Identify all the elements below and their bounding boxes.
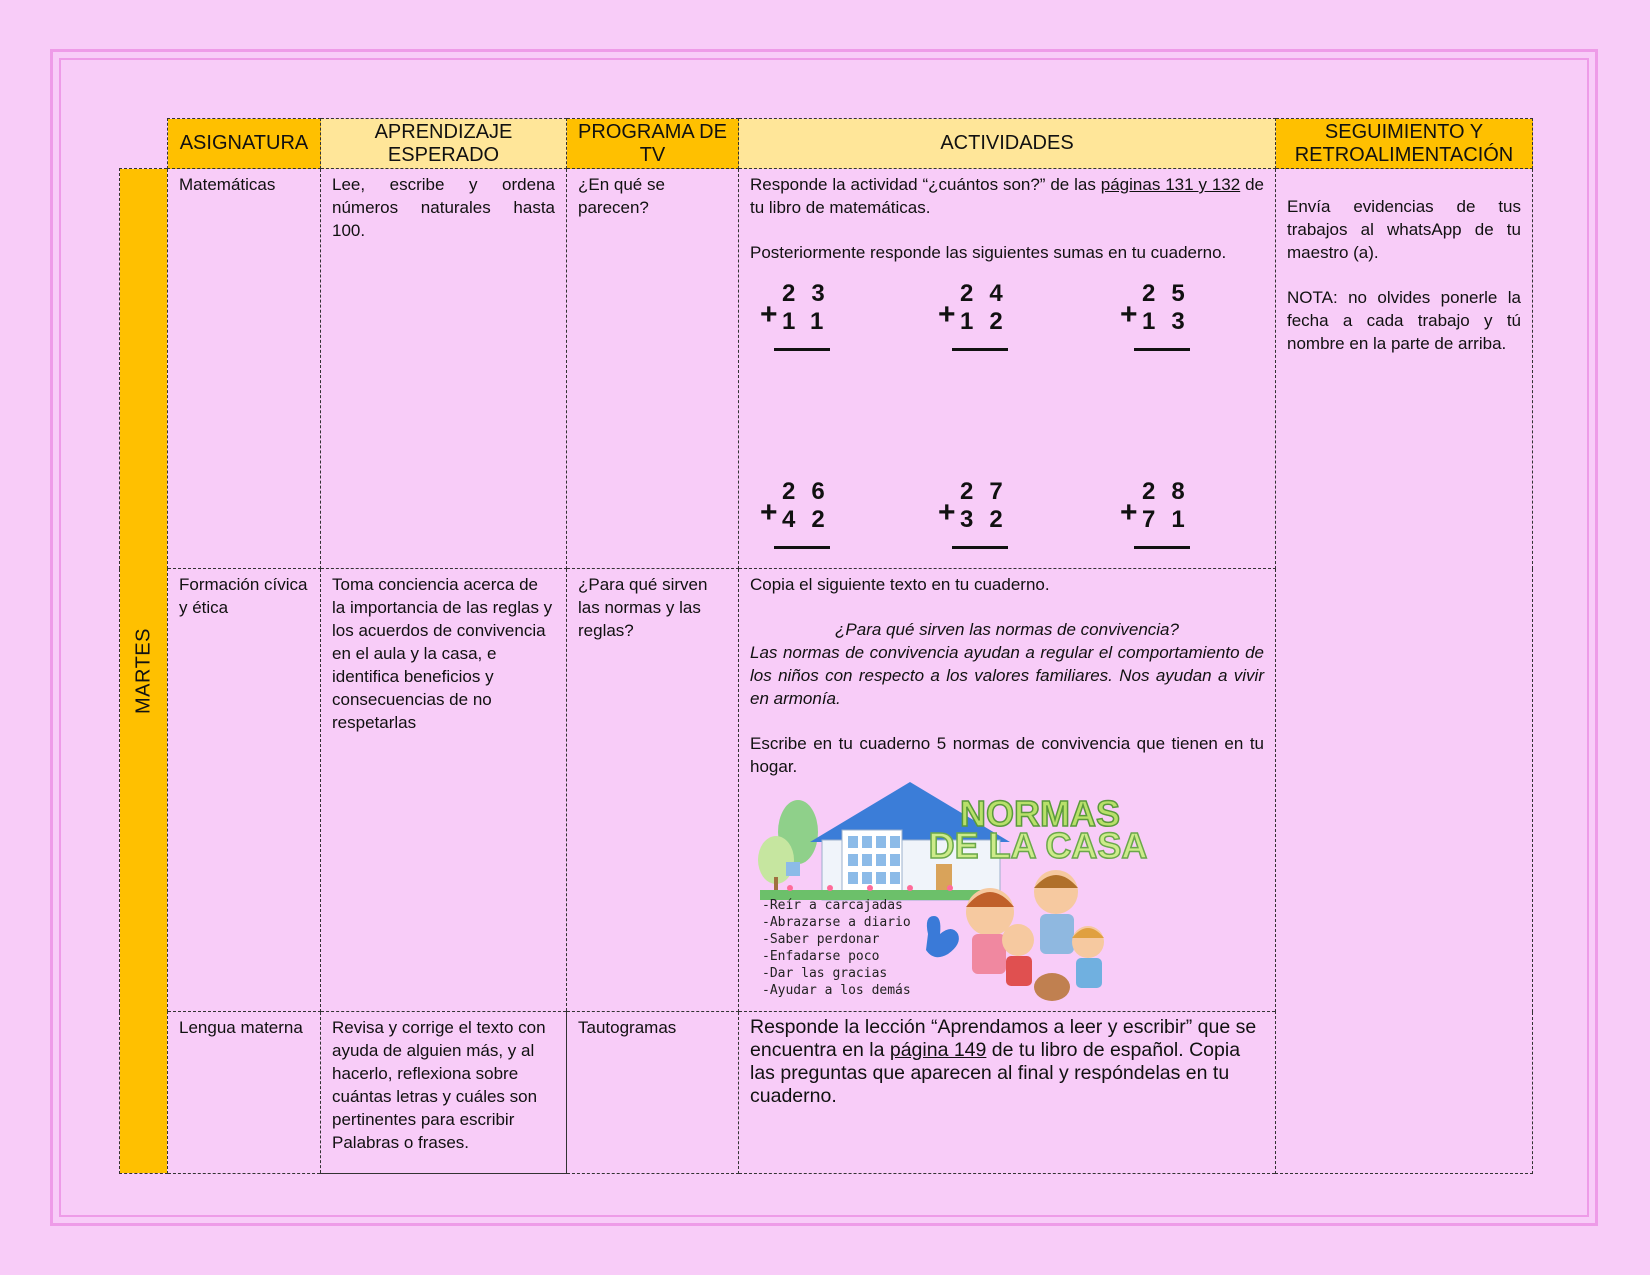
poster-list-item: -Saber perdonar xyxy=(762,932,880,947)
header-learning: APRENDIZAJE ESPERADO xyxy=(321,119,567,169)
sum-line xyxy=(774,348,830,351)
plus-sign: + xyxy=(938,298,956,331)
activity-text: Responde la actividad “¿cuántos son?” de las xyxy=(750,175,1101,194)
poster-title-2: DE LA CASA xyxy=(928,825,1148,866)
poster-list-item: -Ayudar a los demás xyxy=(762,983,911,998)
header-subject: ASIGNATURA xyxy=(168,119,321,169)
tv-program-cell: ¿En qué se parecen? xyxy=(567,169,739,569)
activities-cell xyxy=(739,169,1276,569)
sum-exercise xyxy=(1120,280,1201,348)
activity-paragraph: Posteriormente responde las siguientes sumas en tu cuaderno. xyxy=(750,243,1227,262)
activity-text: Responde la lección “Aprendamos a leer y escribir” que se encuentra en la xyxy=(750,1016,1257,1061)
sum-line xyxy=(952,546,1008,549)
house-rules-poster xyxy=(750,782,1210,1007)
shirt xyxy=(1040,914,1074,954)
family-person-icon xyxy=(1002,924,1034,956)
day-label: MARTES xyxy=(132,628,154,714)
poster-list-item: -Dar las gracias xyxy=(762,966,888,981)
addend: 26 xyxy=(782,478,841,505)
text-title: ¿Para qué sirven las normas de convivencia? xyxy=(835,620,1179,639)
tree-icon xyxy=(758,836,794,884)
page-link: página 149 xyxy=(889,1039,987,1061)
header-followup: SEGUIMIENTO Y RETROALIMENTACIÓN xyxy=(1276,119,1533,169)
day-cell xyxy=(120,169,168,1174)
addend: 13 xyxy=(1142,308,1201,335)
addend: 28 xyxy=(1142,478,1201,505)
subject-cell: Matemáticas xyxy=(168,169,321,569)
poster-illustration xyxy=(750,782,1210,1007)
activity-text: de tu libro de matemáticas. xyxy=(750,175,1264,217)
sum-line xyxy=(1134,348,1190,351)
table-row-math xyxy=(120,169,1533,569)
sum-exercise xyxy=(938,280,1019,348)
activities-cell xyxy=(739,569,1276,1012)
subject-cell: Lengua materna xyxy=(168,1012,321,1174)
header-tv: PROGRAMA DE TV xyxy=(567,119,739,169)
sum-exercise xyxy=(938,478,1019,546)
poster-list-item: -Abrazarse a diario xyxy=(762,915,911,930)
addend: 27 xyxy=(960,478,1019,505)
addend: 24 xyxy=(960,280,1019,307)
tv-program-cell: Tautogramas xyxy=(567,1012,739,1174)
shirt xyxy=(1006,956,1032,986)
learning-line: Revisa y corrige el texto con ayuda de alguien más, y al xyxy=(332,1018,546,1060)
subject-cell: Formación cívica y ética xyxy=(168,569,321,1012)
learning-cell: Toma conciencia acerca de la importancia de las reglas y los acuerdos de convivencia en el aula y la casa, e identifica beneficios y consecuencias de no respetarlas xyxy=(321,569,567,1012)
sum-exercise xyxy=(760,478,841,546)
tv-program-cell: ¿Para qué sirven las normas y las reglas? xyxy=(567,569,739,1012)
activity-paragraph xyxy=(750,173,1264,219)
shirt xyxy=(1076,958,1102,988)
header-spacer xyxy=(120,119,168,169)
poster-list xyxy=(762,898,911,998)
sum-exercise xyxy=(1120,478,1201,546)
header-row xyxy=(120,119,1533,169)
sum-line xyxy=(774,546,830,549)
followup-cell xyxy=(1276,169,1533,1174)
poster-list-item: -Enfadarse poco xyxy=(762,949,880,964)
addend: 32 xyxy=(960,506,1019,533)
plus-sign: + xyxy=(760,496,778,529)
addend: 25 xyxy=(1142,280,1201,307)
dog-icon xyxy=(1034,973,1070,1001)
text-body: Las normas de convivencia ayudan a regular el comportamiento de los niños con respecto a los valores familiares. Nos ayudan a vivir en armonía. xyxy=(750,643,1264,708)
sum-line xyxy=(1134,546,1190,549)
sum-exercise xyxy=(760,280,841,348)
addend: 11 xyxy=(782,308,840,335)
addend: 12 xyxy=(960,308,1019,335)
lesson-plan-table xyxy=(119,118,1533,1174)
plus-sign: + xyxy=(760,298,778,331)
dress xyxy=(972,934,1006,974)
addend: 42 xyxy=(782,506,841,533)
plus-sign: + xyxy=(1120,496,1138,529)
learning-line: hacerlo, reflexiona sobre cuántas letras y cuáles son pertinentes para escribir Palabras o frases. xyxy=(332,1064,538,1152)
followup-note: NOTA: no olvides ponerle la fecha a cada trabajo y tú nombre en la parte de arriba. xyxy=(1287,288,1521,353)
ok-hand-icon xyxy=(926,916,959,957)
addend: 23 xyxy=(782,280,841,307)
activity-text: de tu libro de español. Copia las preguntas que aparecen al final y respóndelas en tu cuaderno. xyxy=(750,1039,1241,1107)
learning-cell xyxy=(321,1012,567,1174)
poster-title-1: NORMAS xyxy=(960,793,1120,834)
pages-link: páginas 131 y 132 xyxy=(1100,175,1241,194)
poster-list-item: -Reír a carcajadas xyxy=(762,898,903,913)
plus-sign: + xyxy=(938,496,956,529)
header-activities: ACTIVIDADES xyxy=(739,119,1276,169)
hair xyxy=(1072,928,1104,938)
activity-paragraph: Copia el siguiente texto en tu cuaderno. xyxy=(750,575,1050,594)
sums-grid xyxy=(750,264,1264,564)
sum-line xyxy=(952,348,1008,351)
activities-cell xyxy=(739,1012,1276,1174)
activity-paragraph: Escribe en tu cuaderno 5 normas de convivencia que tienen en tu hogar. xyxy=(750,734,1264,776)
followup-paragraph: Envía evidencias de tus trabajos al whatsApp de tu maestro (a). xyxy=(1287,197,1521,262)
addend: 71 xyxy=(1142,506,1201,533)
plus-sign: + xyxy=(1120,298,1138,331)
learning-cell: Lee, escribe y ordena números naturales hasta 100. xyxy=(321,169,567,569)
